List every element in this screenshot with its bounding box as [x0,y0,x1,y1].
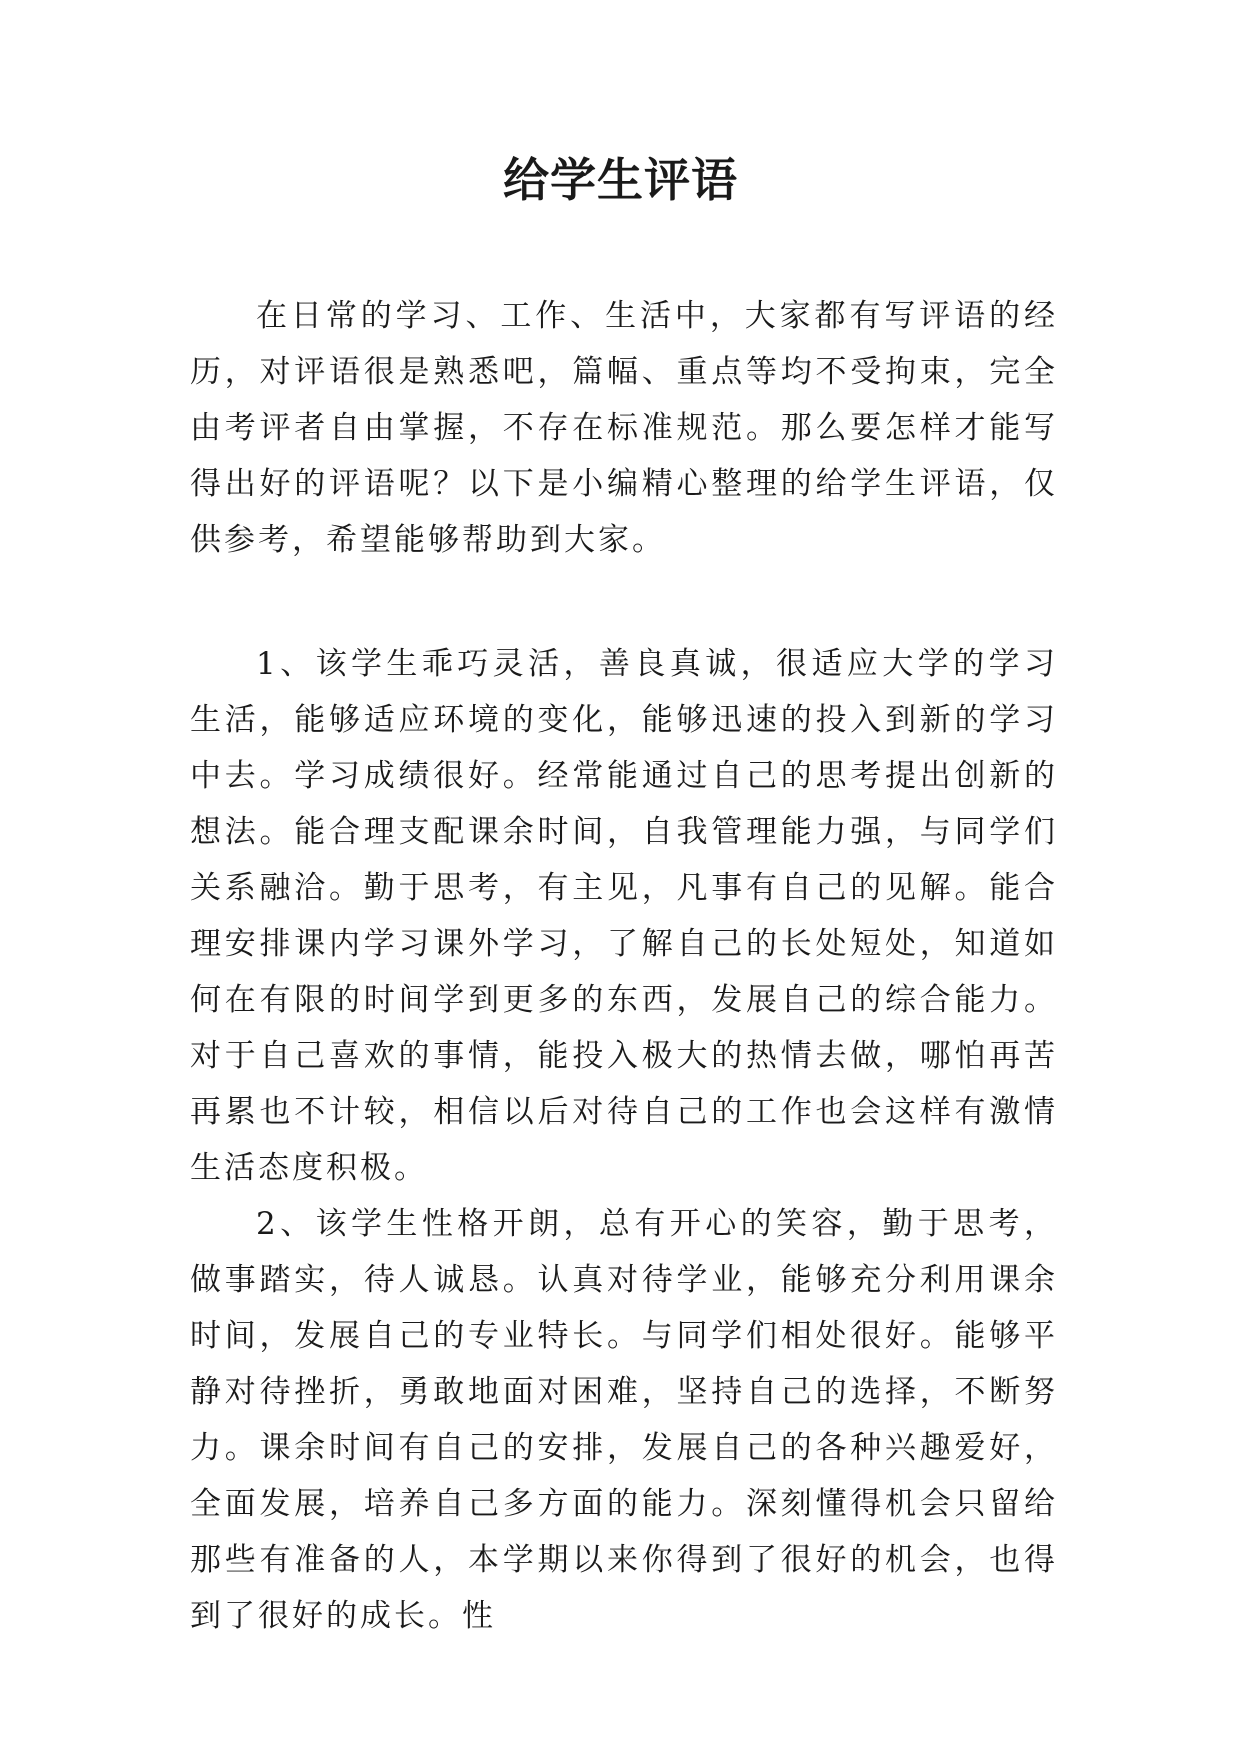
comments-section [190,636,1058,1644]
comment-paragraph-1: 1、该学生乖巧灵活，善良真诚，很适应大学的学习生活，能够适应环境的变化，能够迅速的投入到新的学习中去。学习成绩很好。经常能通过自己的思考提出创新的想法。能合理支配课余时间，自我管理能力强，与同学们关系融洽。勤于思考，有主见，凡事有自己的见解。能合理安排课内学习课外学习，了解自己的长处短处，知道如何在有限的时间学到更多的东西，发展自己的综合能力。对于自己喜欢的事情，能投入极大的热情去做，哪怕再苦再累也不计较，相信以后对待自己的工作也会这样有激情生活态度积极。 [190,646,1058,1186]
document-title: 给学生评语 [503,153,738,207]
intro-section [190,288,1058,568]
comment-paragraph-2: 2、该学生性格开朗，总有开心的笑容，勤于思考，做事踏实，待人诚恳。认真对待学业，能够充分利用课余时间，发展自己的专业特长。与同学们相处很好。能够平静对待挫折，勇敢地面对困难，坚持自己的选择，不断努力。课余时间有自己的安排，发展自己的各种兴趣爱好，全面发展，培养自己多方面的能力。深刻懂得机会只留给那些有准备的人，本学期以来你得到了很好的机会，也得到了很好的成长。性 [190,1206,1058,1634]
intro-paragraph: 在日常的学习、工作、生活中，大家都有写评语的经历，对评语很是熟悉吧，篇幅、重点等均不受拘束，完全由考评者自由掌握，不存在标准规范。那么要怎样才能写得出好的评语呢？以下是小编精心整理的给学生评语，仅供参考，希望能够帮助到大家。 [190,298,1058,558]
